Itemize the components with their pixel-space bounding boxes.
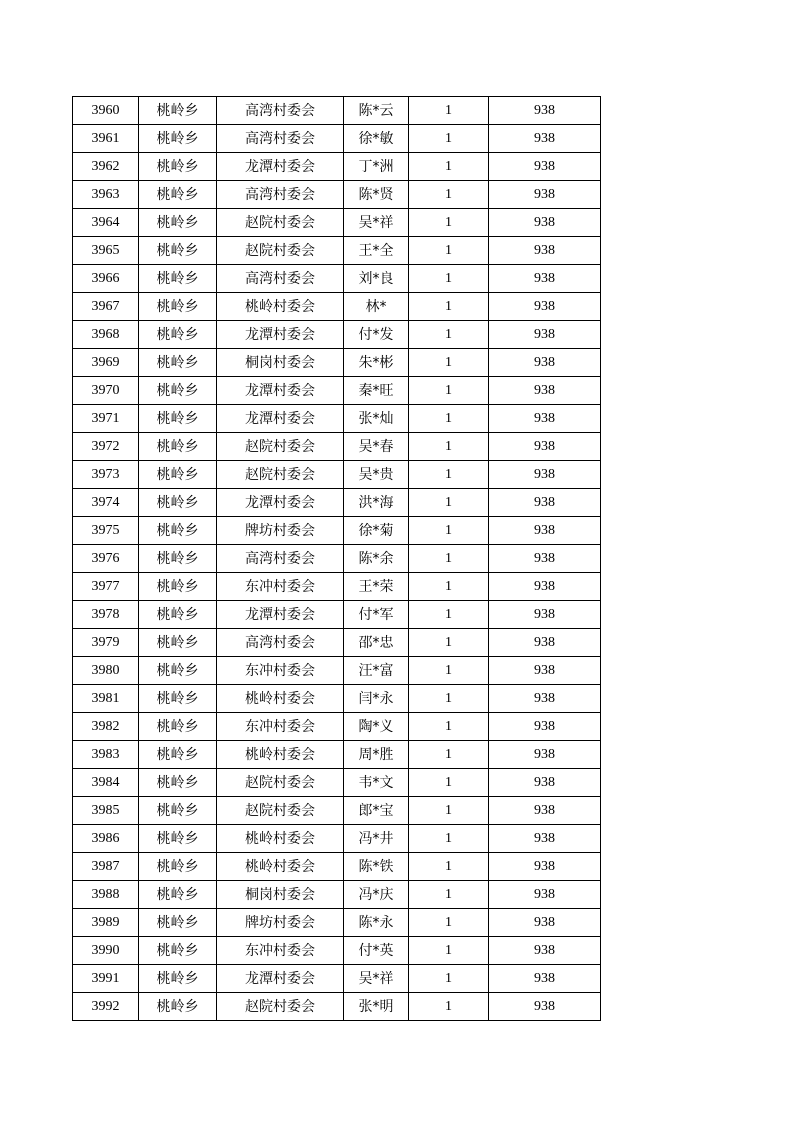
amount-cell: 938 bbox=[489, 433, 601, 461]
count-cell: 1 bbox=[409, 349, 489, 377]
village-committee-cell: 龙潭村委会 bbox=[217, 405, 344, 433]
village-committee-cell: 赵院村委会 bbox=[217, 209, 344, 237]
township-cell: 桃岭乡 bbox=[139, 265, 217, 293]
village-committee-cell: 龙潭村委会 bbox=[217, 601, 344, 629]
person-name-cell: 闫*永 bbox=[344, 685, 409, 713]
township-cell: 桃岭乡 bbox=[139, 405, 217, 433]
village-committee-cell: 高湾村委会 bbox=[217, 181, 344, 209]
township-cell: 桃岭乡 bbox=[139, 97, 217, 125]
table-row bbox=[73, 489, 601, 517]
amount-cell: 938 bbox=[489, 769, 601, 797]
amount-cell: 938 bbox=[489, 657, 601, 685]
amount-cell: 938 bbox=[489, 545, 601, 573]
count-cell: 1 bbox=[409, 825, 489, 853]
person-name-cell: 韦*文 bbox=[344, 769, 409, 797]
township-cell: 桃岭乡 bbox=[139, 573, 217, 601]
amount-cell: 938 bbox=[489, 265, 601, 293]
row-number-cell: 3990 bbox=[73, 937, 139, 965]
count-cell: 1 bbox=[409, 293, 489, 321]
table-row bbox=[73, 965, 601, 993]
amount-cell: 938 bbox=[489, 993, 601, 1021]
count-cell: 1 bbox=[409, 601, 489, 629]
amount-cell: 938 bbox=[489, 349, 601, 377]
person-name-cell: 张*明 bbox=[344, 993, 409, 1021]
table-row bbox=[73, 405, 601, 433]
person-name-cell: 朱*彬 bbox=[344, 349, 409, 377]
count-cell: 1 bbox=[409, 965, 489, 993]
row-number-cell: 3966 bbox=[73, 265, 139, 293]
person-name-cell: 付*军 bbox=[344, 601, 409, 629]
row-number-cell: 3987 bbox=[73, 853, 139, 881]
count-cell: 1 bbox=[409, 97, 489, 125]
village-committee-cell: 桐岗村委会 bbox=[217, 349, 344, 377]
amount-cell: 938 bbox=[489, 293, 601, 321]
row-number-cell: 3978 bbox=[73, 601, 139, 629]
township-cell: 桃岭乡 bbox=[139, 461, 217, 489]
township-cell: 桃岭乡 bbox=[139, 153, 217, 181]
amount-cell: 938 bbox=[489, 489, 601, 517]
township-cell: 桃岭乡 bbox=[139, 181, 217, 209]
person-name-cell: 徐*菊 bbox=[344, 517, 409, 545]
village-committee-cell: 桃岭村委会 bbox=[217, 685, 344, 713]
amount-cell: 938 bbox=[489, 965, 601, 993]
township-cell: 桃岭乡 bbox=[139, 377, 217, 405]
count-cell: 1 bbox=[409, 377, 489, 405]
amount-cell: 938 bbox=[489, 909, 601, 937]
row-number-cell: 3985 bbox=[73, 797, 139, 825]
count-cell: 1 bbox=[409, 237, 489, 265]
township-cell: 桃岭乡 bbox=[139, 993, 217, 1021]
village-committee-cell: 桃岭村委会 bbox=[217, 741, 344, 769]
row-number-cell: 3969 bbox=[73, 349, 139, 377]
row-number-cell: 3971 bbox=[73, 405, 139, 433]
row-number-cell: 3976 bbox=[73, 545, 139, 573]
table-row bbox=[73, 825, 601, 853]
person-name-cell: 王*荣 bbox=[344, 573, 409, 601]
village-committee-cell: 高湾村委会 bbox=[217, 97, 344, 125]
row-number-cell: 3965 bbox=[73, 237, 139, 265]
village-committee-cell: 牌坊村委会 bbox=[217, 909, 344, 937]
amount-cell: 938 bbox=[489, 377, 601, 405]
row-number-cell: 3981 bbox=[73, 685, 139, 713]
township-cell: 桃岭乡 bbox=[139, 741, 217, 769]
township-cell: 桃岭乡 bbox=[139, 517, 217, 545]
township-cell: 桃岭乡 bbox=[139, 713, 217, 741]
count-cell: 1 bbox=[409, 209, 489, 237]
amount-cell: 938 bbox=[489, 573, 601, 601]
village-committee-cell: 东冲村委会 bbox=[217, 937, 344, 965]
table-row bbox=[73, 937, 601, 965]
row-number-cell: 3963 bbox=[73, 181, 139, 209]
table-row bbox=[73, 657, 601, 685]
count-cell: 1 bbox=[409, 797, 489, 825]
amount-cell: 938 bbox=[489, 237, 601, 265]
row-number-cell: 3992 bbox=[73, 993, 139, 1021]
person-name-cell: 张*灿 bbox=[344, 405, 409, 433]
row-number-cell: 3991 bbox=[73, 965, 139, 993]
row-number-cell: 3961 bbox=[73, 125, 139, 153]
village-committee-cell: 桐岗村委会 bbox=[217, 881, 344, 909]
township-cell: 桃岭乡 bbox=[139, 965, 217, 993]
township-cell: 桃岭乡 bbox=[139, 321, 217, 349]
row-number-cell: 3980 bbox=[73, 657, 139, 685]
count-cell: 1 bbox=[409, 993, 489, 1021]
village-committee-cell: 高湾村委会 bbox=[217, 629, 344, 657]
amount-cell: 938 bbox=[489, 209, 601, 237]
township-cell: 桃岭乡 bbox=[139, 909, 217, 937]
table-row bbox=[73, 545, 601, 573]
village-committee-cell: 龙潭村委会 bbox=[217, 489, 344, 517]
person-name-cell: 周*胜 bbox=[344, 741, 409, 769]
count-cell: 1 bbox=[409, 573, 489, 601]
table-row bbox=[73, 769, 601, 797]
table-row bbox=[73, 97, 601, 125]
count-cell: 1 bbox=[409, 657, 489, 685]
row-number-cell: 3962 bbox=[73, 153, 139, 181]
row-number-cell: 3973 bbox=[73, 461, 139, 489]
person-name-cell: 冯*井 bbox=[344, 825, 409, 853]
amount-cell: 938 bbox=[489, 461, 601, 489]
count-cell: 1 bbox=[409, 741, 489, 769]
table-row bbox=[73, 209, 601, 237]
table-row bbox=[73, 993, 601, 1021]
count-cell: 1 bbox=[409, 629, 489, 657]
person-name-cell: 陈*云 bbox=[344, 97, 409, 125]
township-cell: 桃岭乡 bbox=[139, 797, 217, 825]
township-cell: 桃岭乡 bbox=[139, 629, 217, 657]
person-name-cell: 陈*贤 bbox=[344, 181, 409, 209]
township-cell: 桃岭乡 bbox=[139, 853, 217, 881]
village-committee-cell: 东冲村委会 bbox=[217, 573, 344, 601]
amount-cell: 938 bbox=[489, 741, 601, 769]
table-body bbox=[73, 97, 601, 1021]
table-row bbox=[73, 881, 601, 909]
township-cell: 桃岭乡 bbox=[139, 349, 217, 377]
amount-cell: 938 bbox=[489, 937, 601, 965]
table-row bbox=[73, 153, 601, 181]
amount-cell: 938 bbox=[489, 153, 601, 181]
village-committee-cell: 赵院村委会 bbox=[217, 461, 344, 489]
row-number-cell: 3970 bbox=[73, 377, 139, 405]
village-committee-cell: 东冲村委会 bbox=[217, 657, 344, 685]
township-cell: 桃岭乡 bbox=[139, 685, 217, 713]
count-cell: 1 bbox=[409, 125, 489, 153]
amount-cell: 938 bbox=[489, 713, 601, 741]
village-committee-cell: 赵院村委会 bbox=[217, 769, 344, 797]
table-row bbox=[73, 909, 601, 937]
village-committee-cell: 牌坊村委会 bbox=[217, 517, 344, 545]
township-cell: 桃岭乡 bbox=[139, 433, 217, 461]
count-cell: 1 bbox=[409, 461, 489, 489]
township-cell: 桃岭乡 bbox=[139, 769, 217, 797]
row-number-cell: 3968 bbox=[73, 321, 139, 349]
village-committee-cell: 东冲村委会 bbox=[217, 713, 344, 741]
person-name-cell: 吴*春 bbox=[344, 433, 409, 461]
row-number-cell: 3964 bbox=[73, 209, 139, 237]
row-number-cell: 3979 bbox=[73, 629, 139, 657]
person-name-cell: 陈*余 bbox=[344, 545, 409, 573]
amount-cell: 938 bbox=[489, 517, 601, 545]
amount-cell: 938 bbox=[489, 601, 601, 629]
village-committee-cell: 高湾村委会 bbox=[217, 545, 344, 573]
village-committee-cell: 桃岭村委会 bbox=[217, 825, 344, 853]
count-cell: 1 bbox=[409, 909, 489, 937]
table-row bbox=[73, 601, 601, 629]
count-cell: 1 bbox=[409, 181, 489, 209]
row-number-cell: 3982 bbox=[73, 713, 139, 741]
count-cell: 1 bbox=[409, 405, 489, 433]
count-cell: 1 bbox=[409, 265, 489, 293]
township-cell: 桃岭乡 bbox=[139, 601, 217, 629]
table-row bbox=[73, 321, 601, 349]
count-cell: 1 bbox=[409, 685, 489, 713]
table-row bbox=[73, 517, 601, 545]
count-cell: 1 bbox=[409, 769, 489, 797]
person-name-cell: 王*全 bbox=[344, 237, 409, 265]
table-row bbox=[73, 573, 601, 601]
person-name-cell: 汪*富 bbox=[344, 657, 409, 685]
table-row bbox=[73, 461, 601, 489]
table-row bbox=[73, 181, 601, 209]
township-cell: 桃岭乡 bbox=[139, 825, 217, 853]
person-name-cell: 吴*祥 bbox=[344, 965, 409, 993]
amount-cell: 938 bbox=[489, 853, 601, 881]
count-cell: 1 bbox=[409, 153, 489, 181]
township-cell: 桃岭乡 bbox=[139, 125, 217, 153]
township-cell: 桃岭乡 bbox=[139, 657, 217, 685]
person-name-cell: 郎*宝 bbox=[344, 797, 409, 825]
township-cell: 桃岭乡 bbox=[139, 881, 217, 909]
table-row bbox=[73, 265, 601, 293]
amount-cell: 938 bbox=[489, 881, 601, 909]
person-name-cell: 丁*洲 bbox=[344, 153, 409, 181]
village-committee-cell: 高湾村委会 bbox=[217, 125, 344, 153]
table-row bbox=[73, 125, 601, 153]
table-row bbox=[73, 741, 601, 769]
township-cell: 桃岭乡 bbox=[139, 545, 217, 573]
count-cell: 1 bbox=[409, 937, 489, 965]
count-cell: 1 bbox=[409, 489, 489, 517]
person-name-cell: 陈*铁 bbox=[344, 853, 409, 881]
table-row bbox=[73, 797, 601, 825]
village-committee-cell: 龙潭村委会 bbox=[217, 153, 344, 181]
row-number-cell: 3977 bbox=[73, 573, 139, 601]
village-committee-cell: 龙潭村委会 bbox=[217, 965, 344, 993]
count-cell: 1 bbox=[409, 853, 489, 881]
village-committee-cell: 龙潭村委会 bbox=[217, 321, 344, 349]
row-number-cell: 3960 bbox=[73, 97, 139, 125]
count-cell: 1 bbox=[409, 433, 489, 461]
village-committee-cell: 赵院村委会 bbox=[217, 993, 344, 1021]
count-cell: 1 bbox=[409, 517, 489, 545]
village-committee-cell: 赵院村委会 bbox=[217, 797, 344, 825]
amount-cell: 938 bbox=[489, 97, 601, 125]
township-cell: 桃岭乡 bbox=[139, 237, 217, 265]
amount-cell: 938 bbox=[489, 405, 601, 433]
count-cell: 1 bbox=[409, 713, 489, 741]
amount-cell: 938 bbox=[489, 321, 601, 349]
person-name-cell: 付*发 bbox=[344, 321, 409, 349]
person-name-cell: 冯*庆 bbox=[344, 881, 409, 909]
amount-cell: 938 bbox=[489, 825, 601, 853]
table-row bbox=[73, 377, 601, 405]
village-committee-cell: 桃岭村委会 bbox=[217, 853, 344, 881]
table-row bbox=[73, 293, 601, 321]
amount-cell: 938 bbox=[489, 181, 601, 209]
row-number-cell: 3988 bbox=[73, 881, 139, 909]
township-cell: 桃岭乡 bbox=[139, 209, 217, 237]
person-name-cell: 邵*忠 bbox=[344, 629, 409, 657]
row-number-cell: 3967 bbox=[73, 293, 139, 321]
person-name-cell: 徐*敏 bbox=[344, 125, 409, 153]
person-name-cell: 付*英 bbox=[344, 937, 409, 965]
person-name-cell: 林* bbox=[344, 293, 409, 321]
village-committee-cell: 龙潭村委会 bbox=[217, 377, 344, 405]
village-committee-cell: 高湾村委会 bbox=[217, 265, 344, 293]
amount-cell: 938 bbox=[489, 125, 601, 153]
table-row bbox=[73, 853, 601, 881]
village-committee-cell: 赵院村委会 bbox=[217, 433, 344, 461]
table-row bbox=[73, 629, 601, 657]
count-cell: 1 bbox=[409, 545, 489, 573]
table-row bbox=[73, 237, 601, 265]
township-cell: 桃岭乡 bbox=[139, 937, 217, 965]
table-row bbox=[73, 713, 601, 741]
amount-cell: 938 bbox=[489, 629, 601, 657]
person-name-cell: 吴*祥 bbox=[344, 209, 409, 237]
person-name-cell: 吴*贵 bbox=[344, 461, 409, 489]
table-row bbox=[73, 685, 601, 713]
person-name-cell: 洪*海 bbox=[344, 489, 409, 517]
row-number-cell: 3989 bbox=[73, 909, 139, 937]
row-number-cell: 3974 bbox=[73, 489, 139, 517]
table-row bbox=[73, 349, 601, 377]
count-cell: 1 bbox=[409, 321, 489, 349]
amount-cell: 938 bbox=[489, 685, 601, 713]
person-name-cell: 陈*永 bbox=[344, 909, 409, 937]
township-cell: 桃岭乡 bbox=[139, 489, 217, 517]
village-committee-cell: 桃岭村委会 bbox=[217, 293, 344, 321]
table-row bbox=[73, 433, 601, 461]
row-number-cell: 3975 bbox=[73, 517, 139, 545]
village-committee-cell: 赵院村委会 bbox=[217, 237, 344, 265]
township-cell: 桃岭乡 bbox=[139, 293, 217, 321]
amount-cell: 938 bbox=[489, 797, 601, 825]
row-number-cell: 3986 bbox=[73, 825, 139, 853]
row-number-cell: 3983 bbox=[73, 741, 139, 769]
row-number-cell: 3984 bbox=[73, 769, 139, 797]
row-number-cell: 3972 bbox=[73, 433, 139, 461]
person-name-cell: 秦*旺 bbox=[344, 377, 409, 405]
count-cell: 1 bbox=[409, 881, 489, 909]
beneficiary-table bbox=[72, 96, 601, 1021]
person-name-cell: 刘*良 bbox=[344, 265, 409, 293]
person-name-cell: 陶*义 bbox=[344, 713, 409, 741]
